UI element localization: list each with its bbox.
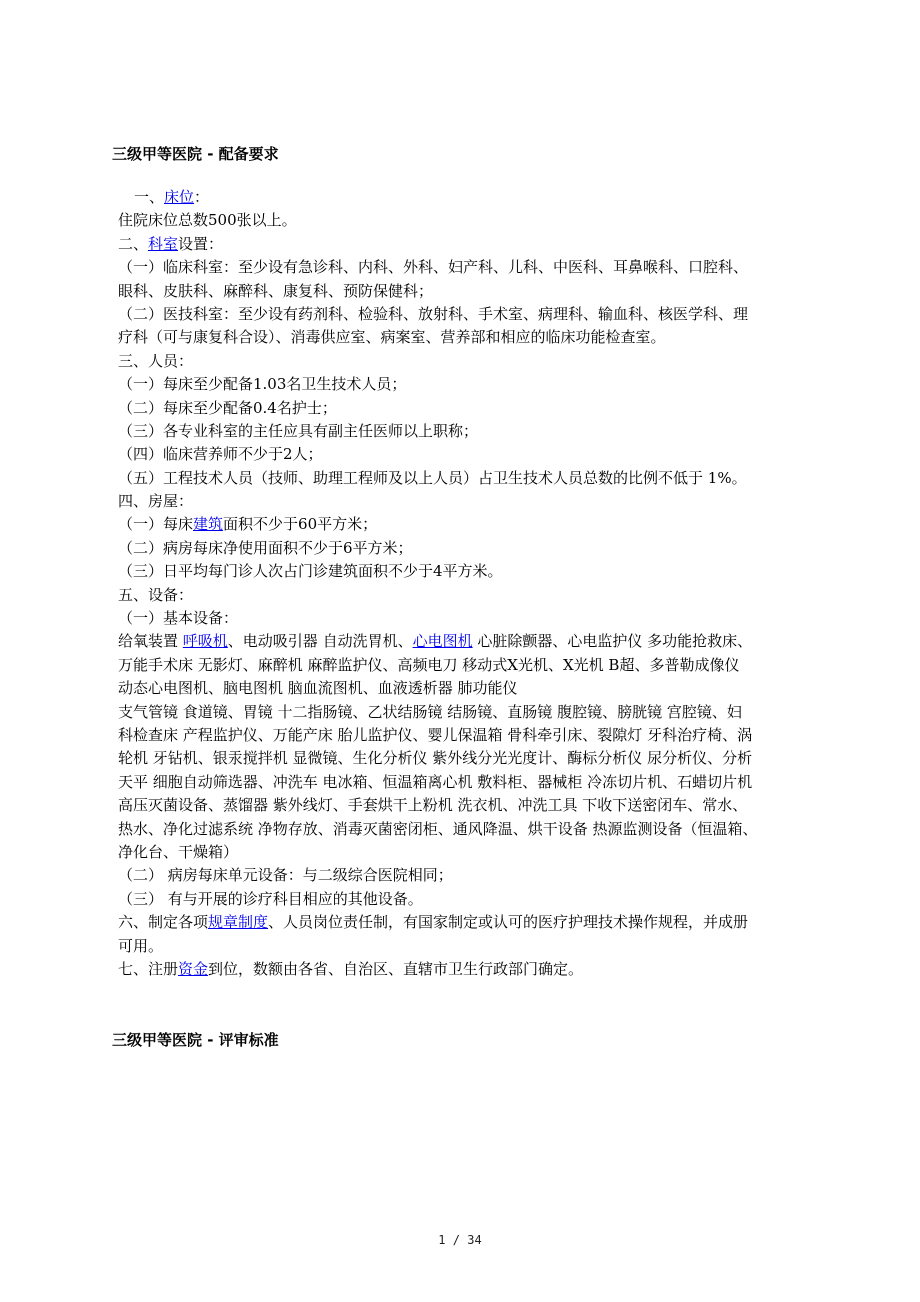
text-segment: （四）临床营养师不少于2人； <box>118 445 323 464</box>
text-segment: 一、 <box>134 188 165 206</box>
text-segment: 动态心电图机、脑电图机 脑血流图机、血液透析器 肺功能仪 <box>118 679 518 698</box>
text-segment: 高压灭菌设备、蒸馏器 紫外线灯、手套烘干上粉机 洗衣机、冲洗工具 下收下送密闭车、常水、 <box>118 796 748 815</box>
text-line <box>118 467 818 490</box>
hyperlink[interactable]: 建筑 <box>193 515 224 534</box>
text-segment: （三）各专业科室的主任应具有副主任医师以上职称； <box>118 421 479 440</box>
text-line <box>118 303 818 326</box>
text-line <box>118 397 818 420</box>
text-segment: 、电动吸引器 自动洗胃机、 <box>227 632 413 651</box>
text-segment: 六、制定各项 <box>118 913 209 932</box>
text-segment: 科检查床 产程监护仪、万能产床 胎儿监护仪、婴儿保温箱 骨科牵引床、裂隙灯 牙科治疗椅、涡 <box>118 725 753 744</box>
text-line <box>118 888 818 911</box>
text-segment: 五、设备： <box>118 585 194 604</box>
text-line <box>118 818 818 841</box>
text-line <box>118 490 818 513</box>
text-line <box>118 724 818 747</box>
text-line <box>118 443 818 466</box>
text-segment: 面积不少于60平方米； <box>223 515 378 534</box>
text-segment: 支气管镜 食道镜、胃镜 十二指肠镜、乙状结肠镜 结肠镜、直肠镜 腹腔镜、膀胱镜 宫腔镜、妇 <box>118 702 742 721</box>
text-segment: （一）每床 <box>118 515 194 534</box>
text-segment: 疗科（可与康复科合设）、消毒供应室、病案室、营养部和相应的临床功能检查室。 <box>118 328 666 347</box>
text-segment: （二）病房每床净使用面积不少于6平方米； <box>118 538 413 557</box>
text-line <box>118 537 818 560</box>
text-line <box>118 607 818 630</box>
text-segment: 万能手术床 无影灯、麻醉机 麻醉监护仪、高频电刀 移动式X光机、X光机 B超、多普勒成像仪 <box>118 655 740 674</box>
text-segment: （三）日平均每门诊人次占门诊建筑面积不少于4平方米。 <box>118 562 503 581</box>
text-line <box>118 256 818 279</box>
page-number <box>0 1232 920 1248</box>
text-segment: 热水、净化过滤系统 净物存放、消毒灭菌密闭柜、通风降温、烘干设备 热源监测设备（恒温箱、 <box>118 819 758 838</box>
text-segment: （一）临床科室：至少设有急诊科、内科、外科、妇产科、儿科、中医科、耳鼻喉科、口腔科、 <box>118 258 749 277</box>
page-total: 34 <box>467 1233 482 1247</box>
text-line <box>118 233 818 256</box>
text-line <box>118 350 818 373</box>
text-line <box>118 771 818 794</box>
text-segment: 二、 <box>118 234 149 253</box>
text-segment: 可用。 <box>118 936 164 955</box>
text-line <box>118 911 818 934</box>
text-segment: 净化台、干燥箱） <box>118 842 239 861</box>
text-segment: 住院床位总数500张以上。 <box>118 211 297 230</box>
hyperlink[interactable]: 科室 <box>148 234 179 253</box>
text-line <box>118 326 818 349</box>
text-line <box>118 864 818 887</box>
page-separator: / <box>452 1233 460 1247</box>
text-segment: 三、人员： <box>118 351 194 370</box>
text-line <box>118 373 818 396</box>
text-line <box>118 747 818 770</box>
text-line <box>118 560 818 583</box>
text-line <box>118 630 818 653</box>
text-line <box>118 935 818 958</box>
section-heading-requirements: 三级甲等医院 - 配备要求 <box>112 145 279 163</box>
hyperlink[interactable]: 呼吸机 <box>182 632 228 651</box>
text-segment: （一）基本设备： <box>118 609 239 628</box>
hyperlink[interactable]: 资金 <box>178 959 209 978</box>
section-heading-evaluation: 三级甲等医院 - 评审标准 <box>112 1031 279 1049</box>
page-current: 1 <box>438 1233 446 1247</box>
text-line <box>118 701 818 724</box>
document-body <box>118 186 818 981</box>
hyperlink[interactable]: 床位 <box>164 188 195 206</box>
text-segment: （五）工程技术人员（技师、助理工程师及以上人员）占卫生技术人员总数的比例不低于 1%。 <box>118 468 747 487</box>
text-segment: 设置： <box>178 234 224 253</box>
text-line <box>118 794 818 817</box>
text-line <box>118 958 818 981</box>
text-line <box>118 186 818 209</box>
text-segment: 天平 细胞自动筛选器、冲洗车 电冰箱、恒温箱离心机 敷料柜、器械柜 冷冻切片机、石蜡切片机 <box>118 772 753 791</box>
text-segment: 轮机 牙钻机、银汞搅拌机 显微镜、生化分析仪 紫外线分光光度计、酶标分析仪 尿分析仪、分析 <box>118 749 753 768</box>
text-segment: （二）医技科室：至少设有药剂科、检验科、放射科、手术室、病理科、输血科、核医学科、理 <box>118 304 749 323</box>
text-segment: 眼科、皮肤科、麻醉科、康复科、预防保健科； <box>118 281 434 300</box>
text-line <box>118 654 818 677</box>
hyperlink[interactable]: 心电图机 <box>412 632 473 651</box>
text-segment: 、人员岗位责任制，有国家制定或认可的医疗护理技术操作规程，并成册 <box>268 913 749 932</box>
text-line <box>118 677 818 700</box>
text-segment: 到位，数额由各省、自治区、直辖市卫生行政部门确定。 <box>208 959 584 978</box>
text-segment: 心脏除颤器、心电监护仪 多功能抢救床、 <box>472 632 753 651</box>
text-segment: 给氧装置 <box>118 632 183 651</box>
text-segment: （一）每床至少配备1.03名卫生技术人员； <box>118 375 407 394</box>
text-line <box>118 280 818 303</box>
text-segment: （三） 有与开展的诊疗科目相应的其他设备。 <box>118 889 423 908</box>
text-segment: 四、房屋： <box>118 492 194 511</box>
text-segment: （二）每床至少配备0.4名护士； <box>118 398 337 417</box>
text-segment: 七、注册 <box>118 959 179 978</box>
text-line <box>118 584 818 607</box>
text-segment: ： <box>194 188 210 206</box>
hyperlink[interactable]: 规章制度 <box>208 913 269 932</box>
text-line <box>118 841 818 864</box>
text-line <box>118 209 818 232</box>
text-line <box>118 420 818 443</box>
text-line <box>118 513 818 536</box>
text-segment: （二） 病房每床单元设备：与二级综合医院相同； <box>118 866 453 885</box>
